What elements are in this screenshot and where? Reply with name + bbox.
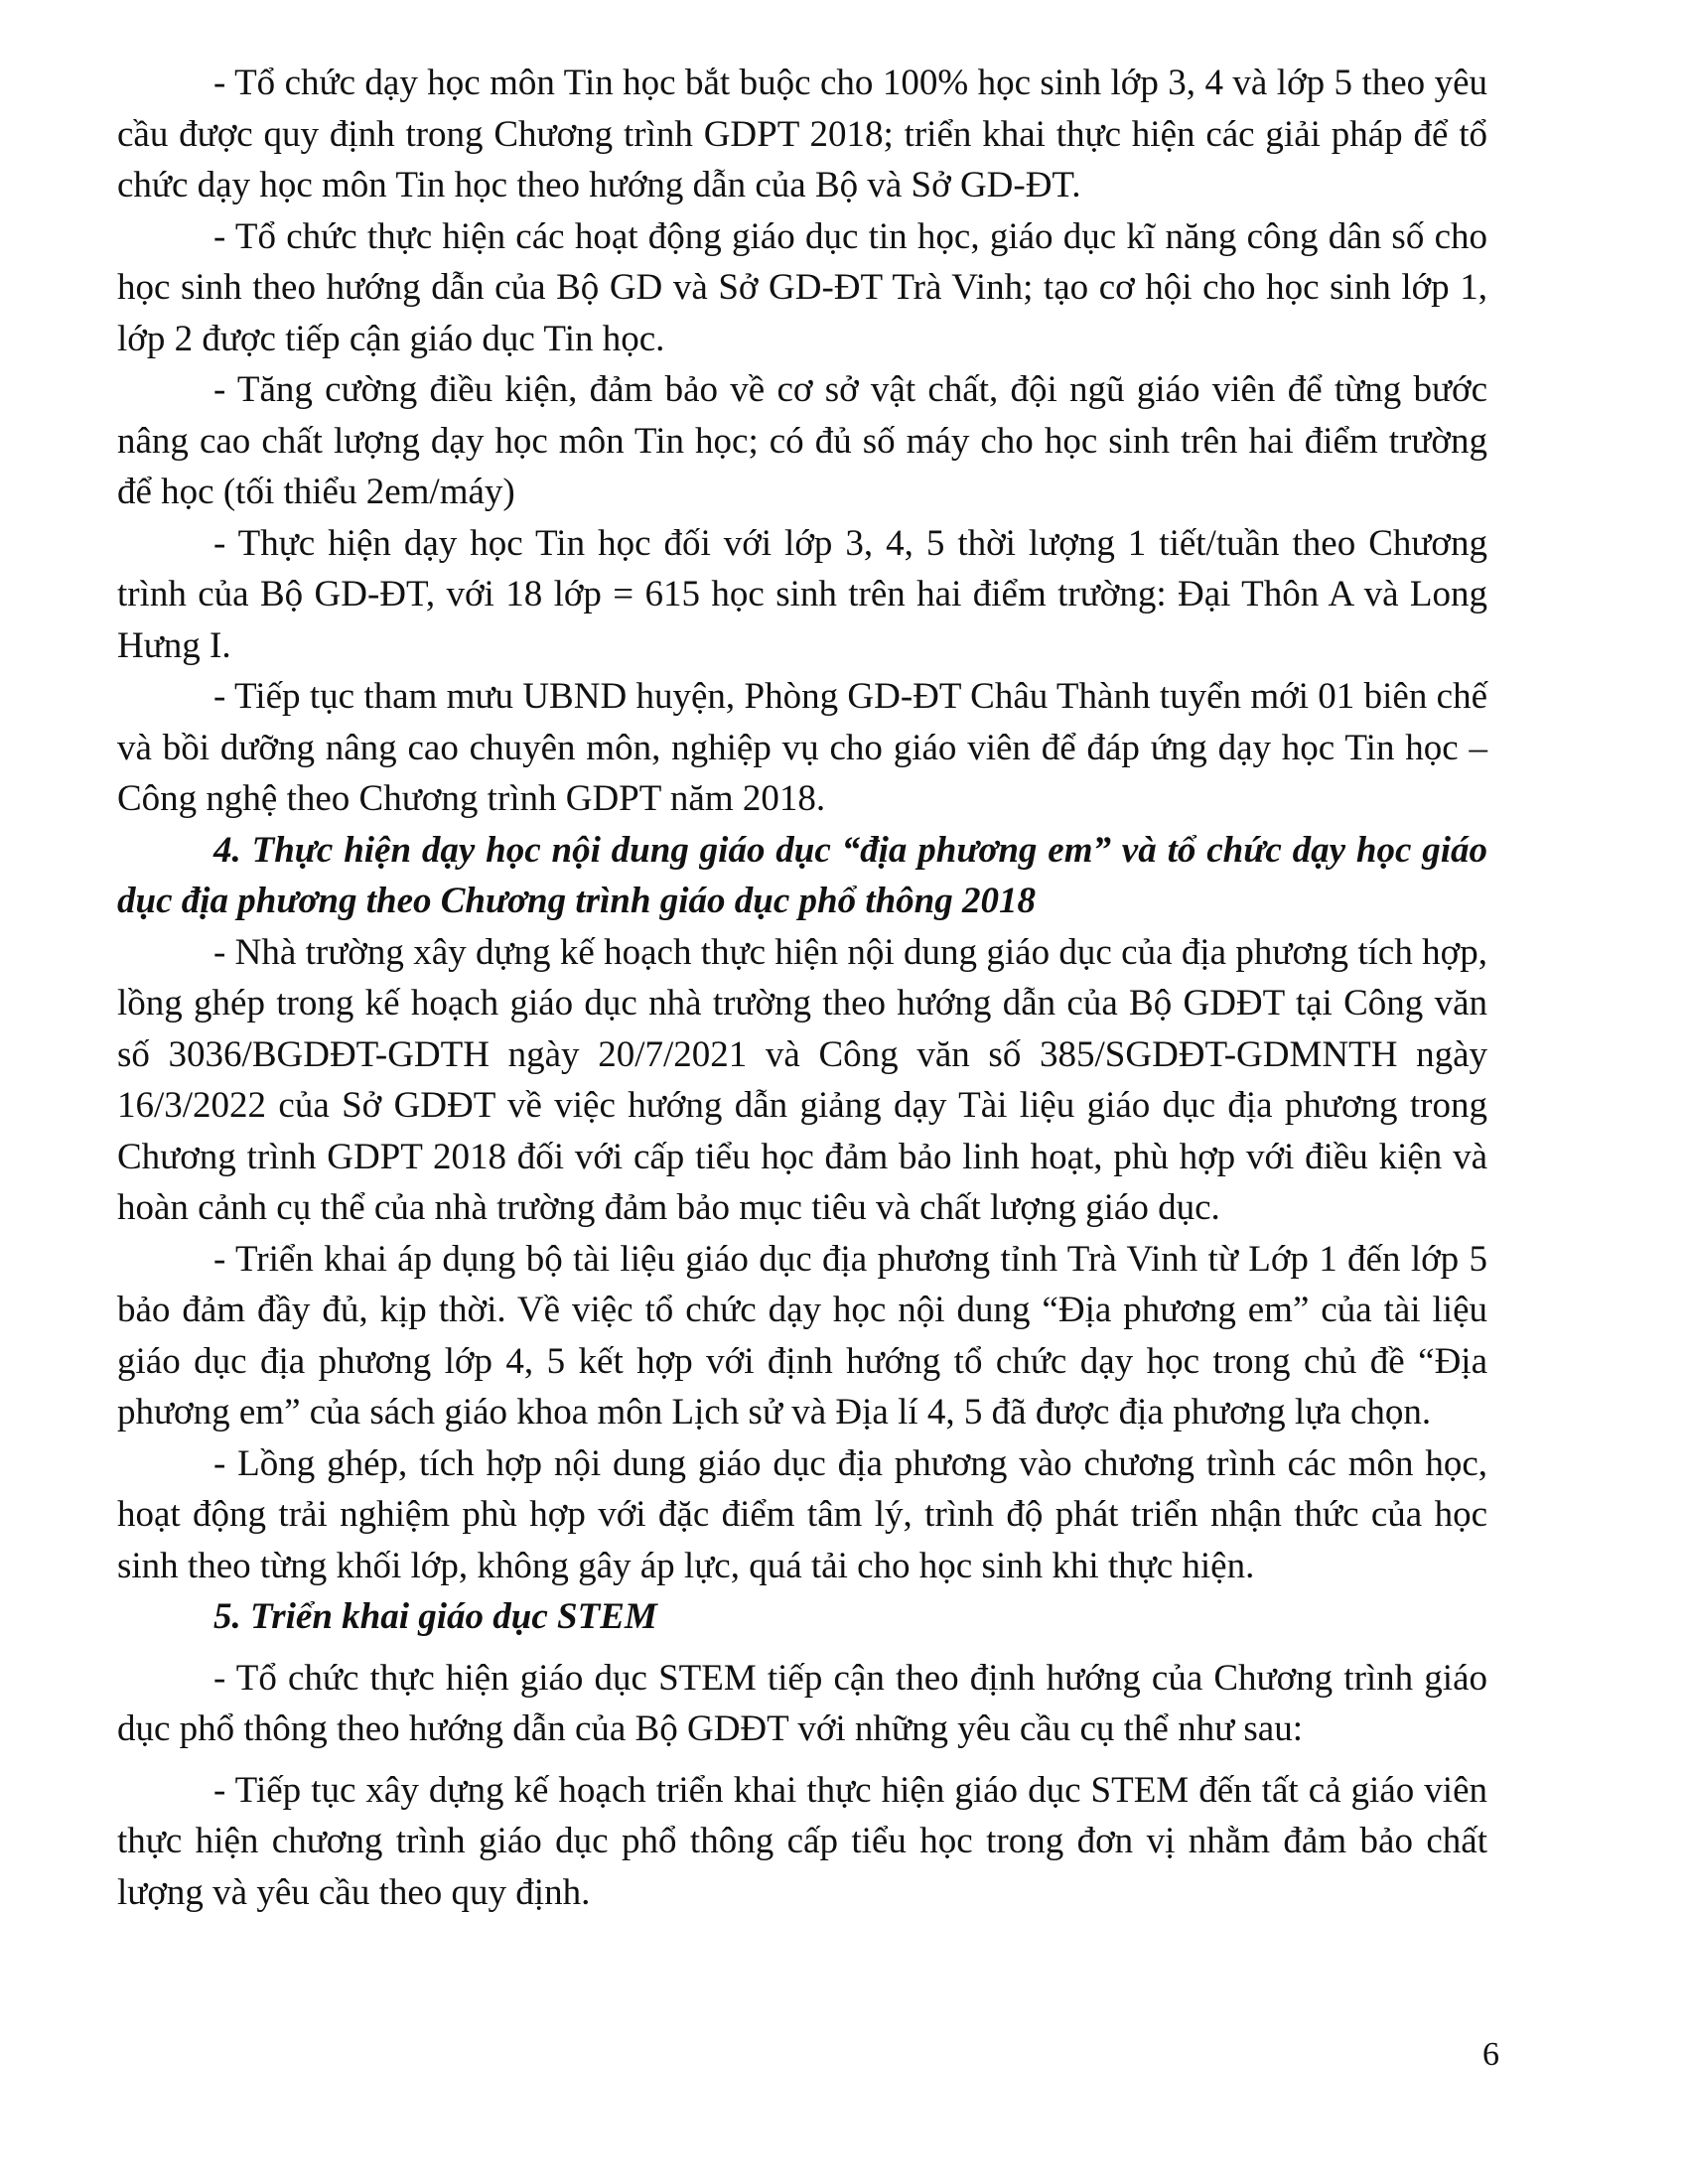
paragraph-staff-recruitment: - Tiếp tục tham mưu UBND huyện, Phòng GD-ĐT Châu Thành tuyển mới 01 biên chế và bồi dưỡng nâng cao chuyên môn, nghiệp vụ cho giáo viên để đáp ứng dạy học Tin học – Công nghệ theo Chương trình GDPT năm 2018. [117, 676, 1487, 819]
section-heading-local-education: 4. Thực hiện dạy học nội dung giáo dục “địa phương em” và tổ chức dạy học giáo dục địa phương theo Chương trình giáo dục phổ thông 2018 [117, 829, 1487, 921]
paragraph-stem-organization: - Tổ chức thực hiện giáo dục STEM tiếp cận theo định hướng của Chương trình giáo dục phổ thông theo hướng dẫn của Bộ GDĐT với những yêu cầu cụ thể như sau: [117, 1657, 1487, 1749]
paragraph-digital-citizenship: - Tổ chức thực hiện các hoạt động giáo dục tin học, giáo dục kĩ năng công dân số cho học sinh theo hướng dẫn của Bộ GD và Sở GD-ĐT Trà Vinh; tạo cơ hội cho học sinh lớp 1, lớp 2 được tiếp cận giáo dục Tin học. [117, 215, 1487, 359]
paragraph-local-materials: - Triển khai áp dụng bộ tài liệu giáo dục địa phương tỉnh Trà Vinh từ Lớp 1 đến lớp 5 bảo đảm đầy đủ, kịp thời. Về việc tổ chức dạy học nội dung “Địa phương em” của tài liệu giáo dục địa phương lớp 4, 5 kết hợp với định hướng tổ chức dạy học trong chủ đề “Địa phương em” của sách giáo khoa môn Lịch sử và Địa lí 4, 5 đã được địa phương lựa chọn. [117, 1238, 1487, 1433]
paragraph-informatics-mandatory: - Tổ chức dạy học môn Tin học bắt buộc cho 100% học sinh lớp 3, 4 và lớp 5 theo yêu cầu được quy định trong Chương trình GDPT 2018; triển khai thực hiện các giải pháp để tổ chức dạy học môn Tin học theo hướng dẫn của Bộ và Sở GD-ĐT. [117, 63, 1487, 205]
section-heading-stem: 5. Triển khai giáo dục STEM [213, 1596, 657, 1637]
paragraph-integration: - Lồng ghép, tích hợp nội dung giáo dục địa phương vào chương trình các môn học, hoạt động trải nghiệm phù hợp với đặc điểm tâm lý, trình độ phát triển nhận thức của học sinh theo từng khối lớp, không gây áp lực, quá tải cho học sinh khi thực hiện. [117, 1442, 1487, 1586]
page-number: 6 [1482, 2036, 1499, 2073]
paragraph-teaching-schedule: - Thực hiện dạy học Tin học đối với lớp 3, 4, 5 thời lượng 1 tiết/tuần theo Chương trình của Bộ GD-ĐT, với 18 lớp = 615 học sinh trên hai điểm trường: Đại Thôn A và Long Hưng I. [117, 522, 1487, 666]
paragraph-stem-plan: - Tiếp tục xây dựng kế hoạch triển khai thực hiện giáo dục STEM đến tất cả giáo viên thực hiện chương trình giáo dục phổ thông cấp tiểu học trong đơn vị nhằm đảm bảo chất lượng và yêu cầu theo quy định. [117, 1769, 1487, 1913]
paragraph-local-education-plan: - Nhà trường xây dựng kế hoạch thực hiện nội dung giáo dục của địa phương tích hợp, lồng ghép trong kế hoạch giáo dục nhà trường theo hướng dẫn của Bộ GDĐT tại Công văn số 3036/BGDĐT-GDTH ngày 20/7/2021 và Công văn số 385/SGDĐT-GDMNTH ngày 16/3/2022 của Sở GDĐT về việc hướng dẫn giảng dạy Tài liệu giáo dục địa phương trong Chương trình GDPT 2018 đối với cấp tiểu học đảm bảo linh hoạt, phù hợp với điều kiện và hoàn cảnh cụ thể của nhà trường đảm bảo mục tiêu và chất lượng giáo dục. [117, 931, 1487, 1228]
paragraph-facilities: - Tăng cường điều kiện, đảm bảo về cơ sở vật chất, đội ngũ giáo viên để từng bước nâng cao chất lượng dạy học môn Tin học; có đủ số máy cho học sinh trên hai điểm trường để học (tối thiểu 2em/máy) [117, 369, 1487, 512]
document-page [117, 58, 1487, 1918]
